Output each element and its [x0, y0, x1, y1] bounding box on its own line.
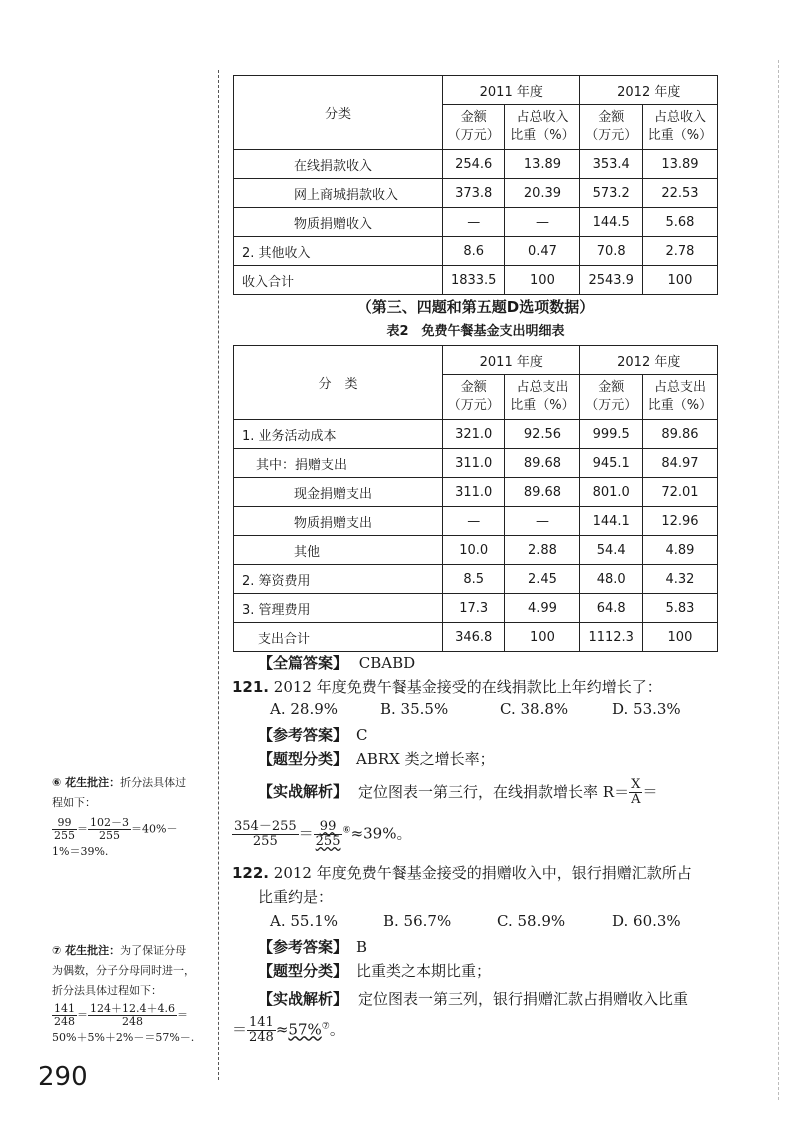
row-label: 2. 其他收入: [234, 237, 443, 266]
row-label: 物质捐赠支出: [234, 507, 443, 536]
cell: 8.6: [443, 237, 505, 266]
cell: 10.0: [443, 536, 505, 565]
option-c: C. 38.8%: [500, 700, 569, 718]
header-2012: 2012 年度: [580, 346, 718, 375]
option-a: A. 28.9%: [270, 700, 339, 718]
side-note-6: ⑥ 花生批注：折分法具体过 程如下： $\frac{99}{255}$ ＝ $\frac{102-3}{255}$ ＝40%－ 1%＝39%.: [52, 776, 187, 858]
page-number: 290: [38, 1062, 88, 1092]
solution: 【实战解析】 定位图表一第三列，银行捐赠汇款占捐赠收入比重: [258, 990, 689, 1008]
row-label: 网上商城捐款收入: [234, 179, 443, 208]
reference-answer: 【参考答案】 C: [258, 726, 368, 744]
cell: 13.89: [642, 150, 717, 179]
cell: 999.5: [580, 420, 642, 449]
cell: 100: [642, 266, 717, 295]
table-row: [234, 594, 718, 623]
cell: —: [505, 507, 580, 536]
table-row: [234, 266, 718, 295]
cell: 311.0: [443, 478, 505, 507]
cell: 8.5: [443, 565, 505, 594]
cell: 311.0: [443, 449, 505, 478]
table2-title: 表2 免费午餐基金支出明细表: [386, 324, 565, 339]
margin-divider: [218, 70, 219, 1080]
cell: 2.88: [505, 536, 580, 565]
header-category: 分类: [234, 76, 443, 150]
header-share-2012: 占总收入 比重（%）: [642, 105, 717, 150]
cell: 144.1: [580, 507, 642, 536]
cell: 4.89: [642, 536, 717, 565]
option-b: B. 56.7%: [383, 912, 452, 930]
table-row: [234, 536, 718, 565]
cell: 4.32: [642, 565, 717, 594]
table-row: [234, 565, 718, 594]
cell: 48.0: [580, 565, 642, 594]
header-2011: 2011 年度: [443, 76, 580, 105]
cell: 1833.5: [443, 266, 505, 295]
expense-table: [233, 345, 718, 652]
cell: 22.53: [642, 179, 717, 208]
cell: 945.1: [580, 449, 642, 478]
cell: 100: [505, 266, 580, 295]
option-b: B. 35.5%: [380, 700, 449, 718]
row-label: 物质捐赠收入: [234, 208, 443, 237]
solution: 【实战解析】 定位图表一第三行，在线捐款增长率 R＝ $\frac{X}{A}$ ＝: [258, 777, 658, 807]
row-label: 1. 业务活动成本: [234, 420, 443, 449]
cell: 2543.9: [580, 266, 642, 295]
cell: 144.5: [580, 208, 642, 237]
cell: 5.68: [642, 208, 717, 237]
side-note-7: ⑦ 花生批注：为了保证分母 为偶数，分子分母同时进一， 折分法具体过程如下： $\frac{141}{248}$ ＝ $\frac{124+12.4+4.6}{248}$ ＝ 50%＋5%＋2%－＝57%－.: [52, 944, 195, 1044]
cell: 70.8: [580, 237, 642, 266]
row-label: 收入合计: [234, 266, 443, 295]
cell: 353.4: [580, 150, 642, 179]
header-category: 分 类: [234, 346, 443, 420]
header-amount-2012: 金额 （万元）: [580, 105, 642, 150]
cell: 89.68: [505, 449, 580, 478]
option-d: D. 53.3%: [612, 700, 681, 718]
cell: —: [443, 208, 505, 237]
cell: 13.89: [505, 150, 580, 179]
option-a: A. 55.1%: [270, 912, 339, 930]
page-edge-line: [778, 60, 779, 1100]
cell: 89.86: [642, 420, 717, 449]
row-label: 其中：捐赠支出: [234, 449, 443, 478]
table-row: [234, 507, 718, 536]
cell: —: [505, 208, 580, 237]
cell: 72.01: [642, 478, 717, 507]
header-amount-2012: 金额 （万元）: [580, 375, 642, 420]
header-2012: 2012 年度: [580, 76, 718, 105]
cell: 100: [642, 623, 717, 652]
cell: 1112.3: [580, 623, 642, 652]
row-label: 3. 管理费用: [234, 594, 443, 623]
table-row: [234, 478, 718, 507]
cell: 92.56: [505, 420, 580, 449]
row-label: 2. 筹资费用: [234, 565, 443, 594]
row-label: 现金捐赠支出: [234, 478, 443, 507]
table-caption-note: （第三、四题和第五题D选项数据）: [356, 298, 595, 316]
cell: 12.96: [642, 507, 717, 536]
income-table: [233, 75, 718, 295]
option-c: C. 58.9%: [497, 912, 566, 930]
header-share-2011: 占总收入 比重（%）: [505, 105, 580, 150]
cell: 84.97: [642, 449, 717, 478]
table-row: [234, 179, 718, 208]
header-amount-2011: 金额 （万元）: [443, 375, 505, 420]
table-row: [234, 208, 718, 237]
cell: 20.39: [505, 179, 580, 208]
row-label: 其他: [234, 536, 443, 565]
question-122: 122. 2012 年度免费午餐基金接受的捐赠收入中，银行捐赠汇款所占: [232, 864, 692, 882]
reference-answer: 【参考答案】 B: [258, 938, 368, 956]
cell: 573.2: [580, 179, 642, 208]
cell: 0.47: [505, 237, 580, 266]
cell: 54.4: [580, 536, 642, 565]
option-d: D. 60.3%: [612, 912, 681, 930]
cell: 801.0: [580, 478, 642, 507]
question-type: 【题型分类】 ABRX 类之增长率；: [258, 750, 495, 768]
row-label: 在线捐款收入: [234, 150, 443, 179]
cell: 100: [505, 623, 580, 652]
header-share-2011: 占总支出 比重（%）: [505, 375, 580, 420]
header-share-2012: 占总支出 比重（%）: [642, 375, 717, 420]
question-type: 【题型分类】 比重类之本期比重；: [258, 962, 492, 980]
cell: 2.45: [505, 565, 580, 594]
cell: 89.68: [505, 478, 580, 507]
header-2011: 2011 年度: [443, 346, 580, 375]
cell: 2.78: [642, 237, 717, 266]
question-121: 121. 2012 年度免费午餐基金接受的在线捐款比上年约增长了：: [232, 678, 662, 696]
header-amount-2011: 金额 （万元）: [443, 105, 505, 150]
cell: 346.8: [443, 623, 505, 652]
table-row: [234, 237, 718, 266]
table-row: [234, 623, 718, 652]
table-row: [234, 449, 718, 478]
cell: 254.6: [443, 150, 505, 179]
question-122-cont: 比重约是：: [258, 888, 334, 906]
cell: —: [443, 507, 505, 536]
table-row: [234, 420, 718, 449]
table-row: [234, 150, 718, 179]
solution-calculation: $\frac{354-255}{255}$ ＝ $\frac{99}{255}$ ⑥≈39%。: [234, 819, 412, 849]
solution-calculation: ＝ $\frac{141}{248}$ ≈57%⑦。: [232, 1015, 345, 1045]
full-answer: 【全篇答案】 CBABD: [258, 654, 416, 672]
cell: 4.99: [505, 594, 580, 623]
cell: 373.8: [443, 179, 505, 208]
cell: 17.3: [443, 594, 505, 623]
cell: 321.0: [443, 420, 505, 449]
cell: 5.83: [642, 594, 717, 623]
row-label: 支出合计: [234, 623, 443, 652]
cell: 64.8: [580, 594, 642, 623]
